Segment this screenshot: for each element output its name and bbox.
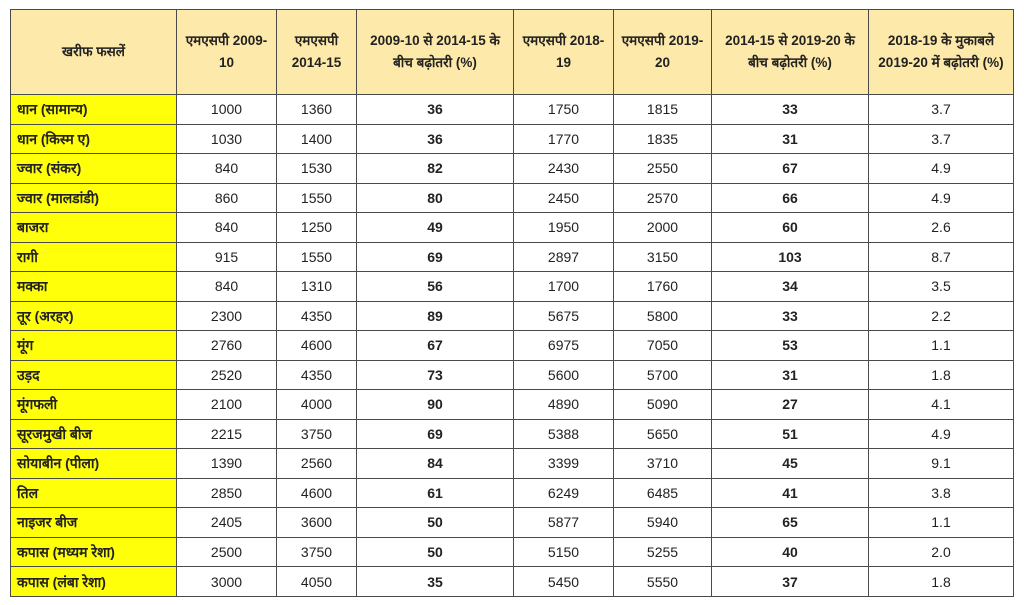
increase-2018-2020-cell: 1.1 — [869, 331, 1014, 361]
header-cell: खरीफ फसलें — [11, 10, 177, 95]
msp-2009-10-cell: 840 — [177, 272, 277, 302]
msp-2014-15-cell: 4600 — [277, 478, 357, 508]
increase-2014-2020-cell: 66 — [712, 183, 869, 213]
msp-2018-19-cell: 2430 — [514, 154, 614, 184]
table-row — [11, 331, 1014, 361]
table-body — [11, 95, 1014, 597]
msp-2009-10-cell: 2300 — [177, 301, 277, 331]
increase-2014-2020-cell: 103 — [712, 242, 869, 272]
msp-2014-15-cell: 1550 — [277, 183, 357, 213]
msp-2019-20-cell: 2000 — [614, 213, 712, 243]
increase-2009-2015-cell: 36 — [357, 95, 514, 125]
increase-2018-2020-cell: 4.9 — [869, 419, 1014, 449]
msp-2009-10-cell: 1390 — [177, 449, 277, 479]
msp-2009-10-cell: 2100 — [177, 390, 277, 420]
msp-2009-10-cell: 2520 — [177, 360, 277, 390]
crop-name-cell: रागी — [11, 242, 177, 272]
increase-2009-2015-cell: 80 — [357, 183, 514, 213]
increase-2014-2020-cell: 53 — [712, 331, 869, 361]
header-cell: एमएसपी 2014-15 — [277, 10, 357, 95]
increase-2009-2015-cell: 84 — [357, 449, 514, 479]
crop-name-cell: धान (सामान्य) — [11, 95, 177, 125]
increase-2018-2020-cell: 2.2 — [869, 301, 1014, 331]
msp-2018-19-cell: 3399 — [514, 449, 614, 479]
header-cell: एमएसपी 2018-19 — [514, 10, 614, 95]
increase-2018-2020-cell: 3.8 — [869, 478, 1014, 508]
table-row — [11, 242, 1014, 272]
msp-2018-19-cell: 5877 — [514, 508, 614, 538]
msp-2014-15-cell: 1360 — [277, 95, 357, 125]
msp-2014-15-cell: 4350 — [277, 360, 357, 390]
msp-2019-20-cell: 1760 — [614, 272, 712, 302]
increase-2014-2020-cell: 60 — [712, 213, 869, 243]
table-row — [11, 478, 1014, 508]
msp-2018-19-cell: 1750 — [514, 95, 614, 125]
header-cell: 2014-15 से 2019-20 के बीच बढ़ोतरी (%) — [712, 10, 869, 95]
increase-2009-2015-cell: 67 — [357, 331, 514, 361]
msp-2014-15-cell: 3600 — [277, 508, 357, 538]
increase-2014-2020-cell: 34 — [712, 272, 869, 302]
msp-2019-20-cell: 7050 — [614, 331, 712, 361]
msp-2014-15-cell: 1310 — [277, 272, 357, 302]
increase-2009-2015-cell: 89 — [357, 301, 514, 331]
msp-2018-19-cell: 2450 — [514, 183, 614, 213]
msp-2009-10-cell: 1000 — [177, 95, 277, 125]
msp-2019-20-cell: 3150 — [614, 242, 712, 272]
increase-2009-2015-cell: 56 — [357, 272, 514, 302]
increase-2009-2015-cell: 36 — [357, 124, 514, 154]
increase-2018-2020-cell: 8.7 — [869, 242, 1014, 272]
msp-2014-15-cell: 4350 — [277, 301, 357, 331]
msp-2018-19-cell: 1700 — [514, 272, 614, 302]
table-row — [11, 419, 1014, 449]
msp-2019-20-cell: 2570 — [614, 183, 712, 213]
crop-name-cell: तिल — [11, 478, 177, 508]
msp-2014-15-cell: 1530 — [277, 154, 357, 184]
increase-2014-2020-cell: 67 — [712, 154, 869, 184]
table-row — [11, 183, 1014, 213]
increase-2014-2020-cell: 40 — [712, 537, 869, 567]
msp-2009-10-cell: 2405 — [177, 508, 277, 538]
msp-2009-10-cell: 2500 — [177, 537, 277, 567]
msp-2019-20-cell: 3710 — [614, 449, 712, 479]
crop-name-cell: तूर (अरहर) — [11, 301, 177, 331]
msp-2019-20-cell: 1835 — [614, 124, 712, 154]
increase-2018-2020-cell: 1.8 — [869, 360, 1014, 390]
msp-2018-19-cell: 1770 — [514, 124, 614, 154]
increase-2014-2020-cell: 41 — [712, 478, 869, 508]
table-row — [11, 537, 1014, 567]
msp-2014-15-cell: 1250 — [277, 213, 357, 243]
msp-2018-19-cell: 5388 — [514, 419, 614, 449]
crop-name-cell: धान (किस्म ए) — [11, 124, 177, 154]
increase-2018-2020-cell: 3.5 — [869, 272, 1014, 302]
msp-2018-19-cell: 5600 — [514, 360, 614, 390]
header-cell: एमएसपी 2009-10 — [177, 10, 277, 95]
msp-2009-10-cell: 915 — [177, 242, 277, 272]
increase-2009-2015-cell: 50 — [357, 537, 514, 567]
msp-2009-10-cell: 860 — [177, 183, 277, 213]
table-row — [11, 124, 1014, 154]
msp-2009-10-cell: 840 — [177, 213, 277, 243]
msp-table — [10, 9, 1014, 597]
crop-name-cell: सोयाबीन (पीला) — [11, 449, 177, 479]
msp-2019-20-cell: 5255 — [614, 537, 712, 567]
increase-2009-2015-cell: 69 — [357, 242, 514, 272]
increase-2018-2020-cell: 3.7 — [869, 95, 1014, 125]
increase-2009-2015-cell: 82 — [357, 154, 514, 184]
msp-2014-15-cell: 4050 — [277, 567, 357, 597]
table-row — [11, 95, 1014, 125]
header-cell: 2009-10 से 2014-15 के बीच बढ़ोतरी (%) — [357, 10, 514, 95]
msp-2019-20-cell: 6485 — [614, 478, 712, 508]
increase-2009-2015-cell: 90 — [357, 390, 514, 420]
increase-2018-2020-cell: 4.9 — [869, 154, 1014, 184]
msp-2019-20-cell: 5700 — [614, 360, 712, 390]
msp-2018-19-cell: 5450 — [514, 567, 614, 597]
increase-2014-2020-cell: 33 — [712, 95, 869, 125]
crop-name-cell: कपास (मध्यम रेशा) — [11, 537, 177, 567]
crop-name-cell: ज्वार (मालडांडी) — [11, 183, 177, 213]
msp-2018-19-cell: 5150 — [514, 537, 614, 567]
increase-2014-2020-cell: 65 — [712, 508, 869, 538]
msp-2018-19-cell: 4890 — [514, 390, 614, 420]
crop-name-cell: बाजरा — [11, 213, 177, 243]
increase-2014-2020-cell: 31 — [712, 360, 869, 390]
increase-2018-2020-cell: 4.9 — [869, 183, 1014, 213]
msp-2014-15-cell: 3750 — [277, 419, 357, 449]
msp-2018-19-cell: 2897 — [514, 242, 614, 272]
crop-name-cell: नाइजर बीज — [11, 508, 177, 538]
msp-2019-20-cell: 5090 — [614, 390, 712, 420]
table-row — [11, 567, 1014, 597]
crop-name-cell: कपास (लंबा रेशा) — [11, 567, 177, 597]
increase-2018-2020-cell: 3.7 — [869, 124, 1014, 154]
increase-2018-2020-cell: 4.1 — [869, 390, 1014, 420]
msp-2019-20-cell: 5940 — [614, 508, 712, 538]
increase-2014-2020-cell: 51 — [712, 419, 869, 449]
increase-2009-2015-cell: 50 — [357, 508, 514, 538]
increase-2009-2015-cell: 61 — [357, 478, 514, 508]
msp-2018-19-cell: 6249 — [514, 478, 614, 508]
crop-name-cell: ज्वार (संकर) — [11, 154, 177, 184]
msp-2009-10-cell: 2215 — [177, 419, 277, 449]
msp-2009-10-cell: 2760 — [177, 331, 277, 361]
increase-2018-2020-cell: 2.0 — [869, 537, 1014, 567]
msp-2014-15-cell: 2560 — [277, 449, 357, 479]
msp-2019-20-cell: 1815 — [614, 95, 712, 125]
increase-2014-2020-cell: 33 — [712, 301, 869, 331]
increase-2018-2020-cell: 1.1 — [869, 508, 1014, 538]
increase-2018-2020-cell: 1.8 — [869, 567, 1014, 597]
msp-2009-10-cell: 3000 — [177, 567, 277, 597]
header-cell: 2018-19 के मुकाबले 2019-20 में बढ़ोतरी (%) — [869, 10, 1014, 95]
msp-2018-19-cell: 5675 — [514, 301, 614, 331]
header-cell: एमएसपी 2019-20 — [614, 10, 712, 95]
msp-2018-19-cell: 1950 — [514, 213, 614, 243]
crop-name-cell: मूंगफली — [11, 390, 177, 420]
msp-2009-10-cell: 840 — [177, 154, 277, 184]
increase-2009-2015-cell: 49 — [357, 213, 514, 243]
msp-2019-20-cell: 5650 — [614, 419, 712, 449]
crop-name-cell: मूंग — [11, 331, 177, 361]
increase-2009-2015-cell: 35 — [357, 567, 514, 597]
crop-name-cell: सूरजमुखी बीज — [11, 419, 177, 449]
msp-2009-10-cell: 2850 — [177, 478, 277, 508]
increase-2014-2020-cell: 31 — [712, 124, 869, 154]
msp-2019-20-cell: 5800 — [614, 301, 712, 331]
table-row — [11, 213, 1014, 243]
header-row — [11, 10, 1014, 95]
msp-2009-10-cell: 1030 — [177, 124, 277, 154]
msp-2014-15-cell: 3750 — [277, 537, 357, 567]
increase-2009-2015-cell: 73 — [357, 360, 514, 390]
table-row — [11, 272, 1014, 302]
increase-2014-2020-cell: 27 — [712, 390, 869, 420]
msp-2014-15-cell: 4600 — [277, 331, 357, 361]
increase-2018-2020-cell: 2.6 — [869, 213, 1014, 243]
increase-2018-2020-cell: 9.1 — [869, 449, 1014, 479]
table-row — [11, 154, 1014, 184]
msp-2014-15-cell: 4000 — [277, 390, 357, 420]
msp-2014-15-cell: 1400 — [277, 124, 357, 154]
table-row — [11, 449, 1014, 479]
increase-2009-2015-cell: 69 — [357, 419, 514, 449]
msp-2014-15-cell: 1550 — [277, 242, 357, 272]
msp-2019-20-cell: 2550 — [614, 154, 712, 184]
crop-name-cell: मक्का — [11, 272, 177, 302]
table-row — [11, 360, 1014, 390]
crop-name-cell: उड़द — [11, 360, 177, 390]
msp-2019-20-cell: 5550 — [614, 567, 712, 597]
table-row — [11, 508, 1014, 538]
increase-2014-2020-cell: 45 — [712, 449, 869, 479]
table-row — [11, 301, 1014, 331]
table-row — [11, 390, 1014, 420]
increase-2014-2020-cell: 37 — [712, 567, 869, 597]
msp-2018-19-cell: 6975 — [514, 331, 614, 361]
